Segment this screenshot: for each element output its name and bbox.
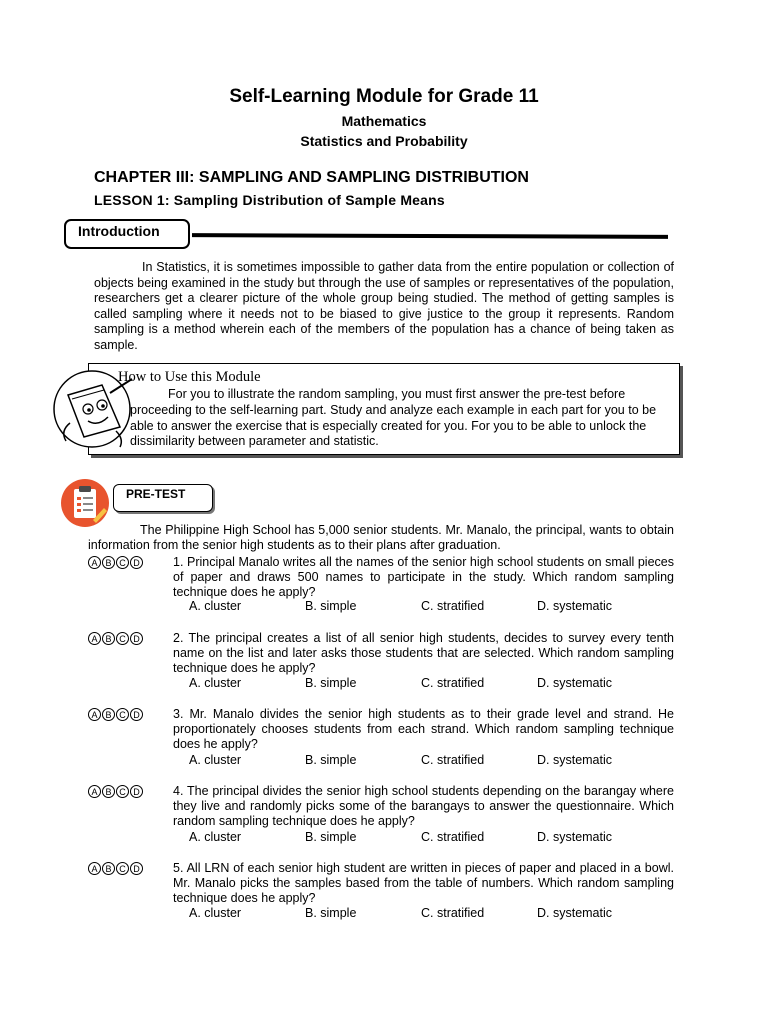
option-c: C. stratified	[421, 830, 485, 844]
option-a: A. cluster	[189, 599, 242, 613]
bubble-a[interactable]: A	[88, 556, 101, 569]
option-c: C. stratified	[421, 906, 485, 920]
answer-bubbles	[88, 708, 143, 721]
bubble-c[interactable]: C	[116, 632, 129, 645]
bubble-b[interactable]: B	[102, 632, 115, 645]
bubble-a[interactable]: A	[88, 862, 101, 875]
option-b: B. simple	[305, 599, 357, 613]
bubble-d[interactable]: D	[130, 556, 143, 569]
option-a: A. cluster	[189, 830, 242, 844]
chapter-heading: CHAPTER III: SAMPLING AND SAMPLING DISTRIBUTION	[94, 169, 529, 186]
introduction-paragraph: In Statistics, it is sometimes impossible to gather data from the entire population or collection of objects being examined in the study but through the use of samples or representatives of the population, researchers get a clearer picture of the whole group being studied. The method of getting samples is called sampling where it needs not to be biased to give justice to the group it represents. Random sampling is a method wherein each of the members of the population has a chance of being taken as sample.	[94, 260, 674, 352]
bubble-b[interactable]: B	[102, 556, 115, 569]
option-d: D. systematic	[537, 676, 613, 690]
pretest-scenario	[88, 523, 674, 553]
bubble-c[interactable]: C	[116, 785, 129, 798]
bubble-b[interactable]: B	[102, 862, 115, 875]
option-b: B. simple	[305, 676, 357, 690]
bubble-d[interactable]: D	[130, 862, 143, 875]
bubble-a[interactable]: A	[88, 632, 101, 645]
how-to-paragraph: For you to illustrate the random sampling, you must first answer the pre-test before proceeding to the self-learning part. Study and analyze each example in each part for you to be able to answer the exercise that is especially created for you. For you to be able to unlock the dissimilarity between parameter and statistic.	[130, 387, 657, 449]
question-text: 1. Principal Manalo writes all the names of the senior high school students on small pieces of paper and draws 500 names to participate in the study. Which random sampling technique does he apply?	[173, 555, 674, 599]
bubble-b[interactable]: B	[102, 785, 115, 798]
question-text: 5. All LRN of each senior high student are written in pieces of paper and placed in a bowl. Mr. Manalo picks the samples based from the table of numbers. Which random sampling technique does he apply?	[173, 861, 674, 905]
option-d: D. systematic	[537, 906, 613, 920]
answer-bubbles	[88, 785, 143, 798]
question-text: 4. The principal divides the senior high school students depending on the barangay where they live and randomly picks some of the barangays to answer the questionnaire. Which random sampling technique does he apply?	[173, 784, 674, 828]
option-d: D. systematic	[537, 599, 613, 613]
course-heading: Statistics and Probability	[300, 133, 468, 149]
bubble-d[interactable]: D	[130, 632, 143, 645]
question-text: 3. Mr. Manalo divides the senior high students as to their grade level and strand. He proportionately chooses students from each strand. Which random sampling technique does he apply?	[173, 707, 674, 751]
introduction-text	[94, 260, 674, 354]
how-to-text	[130, 387, 664, 450]
option-d: D. systematic	[537, 830, 613, 844]
how-to-title: How to Use this Module	[118, 369, 261, 385]
answer-bubbles	[88, 556, 143, 569]
bubble-c[interactable]: C	[116, 556, 129, 569]
introduction-label: Introduction	[64, 219, 190, 249]
answer-bubbles	[88, 862, 143, 875]
option-c: C. stratified	[421, 753, 485, 767]
page-title: Self-Learning Module for Grade 11	[229, 86, 539, 107]
answer-bubbles	[88, 632, 143, 645]
bubble-a[interactable]: A	[88, 785, 101, 798]
option-c: C. stratified	[421, 676, 485, 690]
clipboard-icon	[60, 478, 110, 528]
option-b: B. simple	[305, 830, 357, 844]
scenario-paragraph: The Philippine High School has 5,000 senior students. Mr. Manalo, the principal, wants to obtain information from the senior high students as to their plans after graduation.	[88, 523, 674, 552]
lesson-heading: LESSON 1: Sampling Distribution of Sample Means	[94, 192, 445, 208]
bubble-c[interactable]: C	[116, 862, 129, 875]
option-c: C. stratified	[421, 599, 485, 613]
bubble-d[interactable]: D	[130, 708, 143, 721]
subject-heading: Mathematics	[341, 113, 427, 129]
bubble-a[interactable]: A	[88, 708, 101, 721]
option-a: A. cluster	[189, 676, 242, 690]
section-divider	[192, 233, 668, 239]
option-a: A. cluster	[189, 753, 242, 767]
option-b: B. simple	[305, 906, 357, 920]
option-a: A. cluster	[189, 906, 242, 920]
question-text: 2. The principal creates a list of all senior high students, decides to survey every tenth name on the list and later asks those students that are selected. Which random sampling technique does he apply?	[173, 631, 674, 675]
bubble-b[interactable]: B	[102, 708, 115, 721]
option-d: D. systematic	[537, 753, 613, 767]
bubble-d[interactable]: D	[130, 785, 143, 798]
pretest-label: PRE-TEST	[113, 484, 213, 512]
option-b: B. simple	[305, 753, 357, 767]
bubble-c[interactable]: C	[116, 708, 129, 721]
